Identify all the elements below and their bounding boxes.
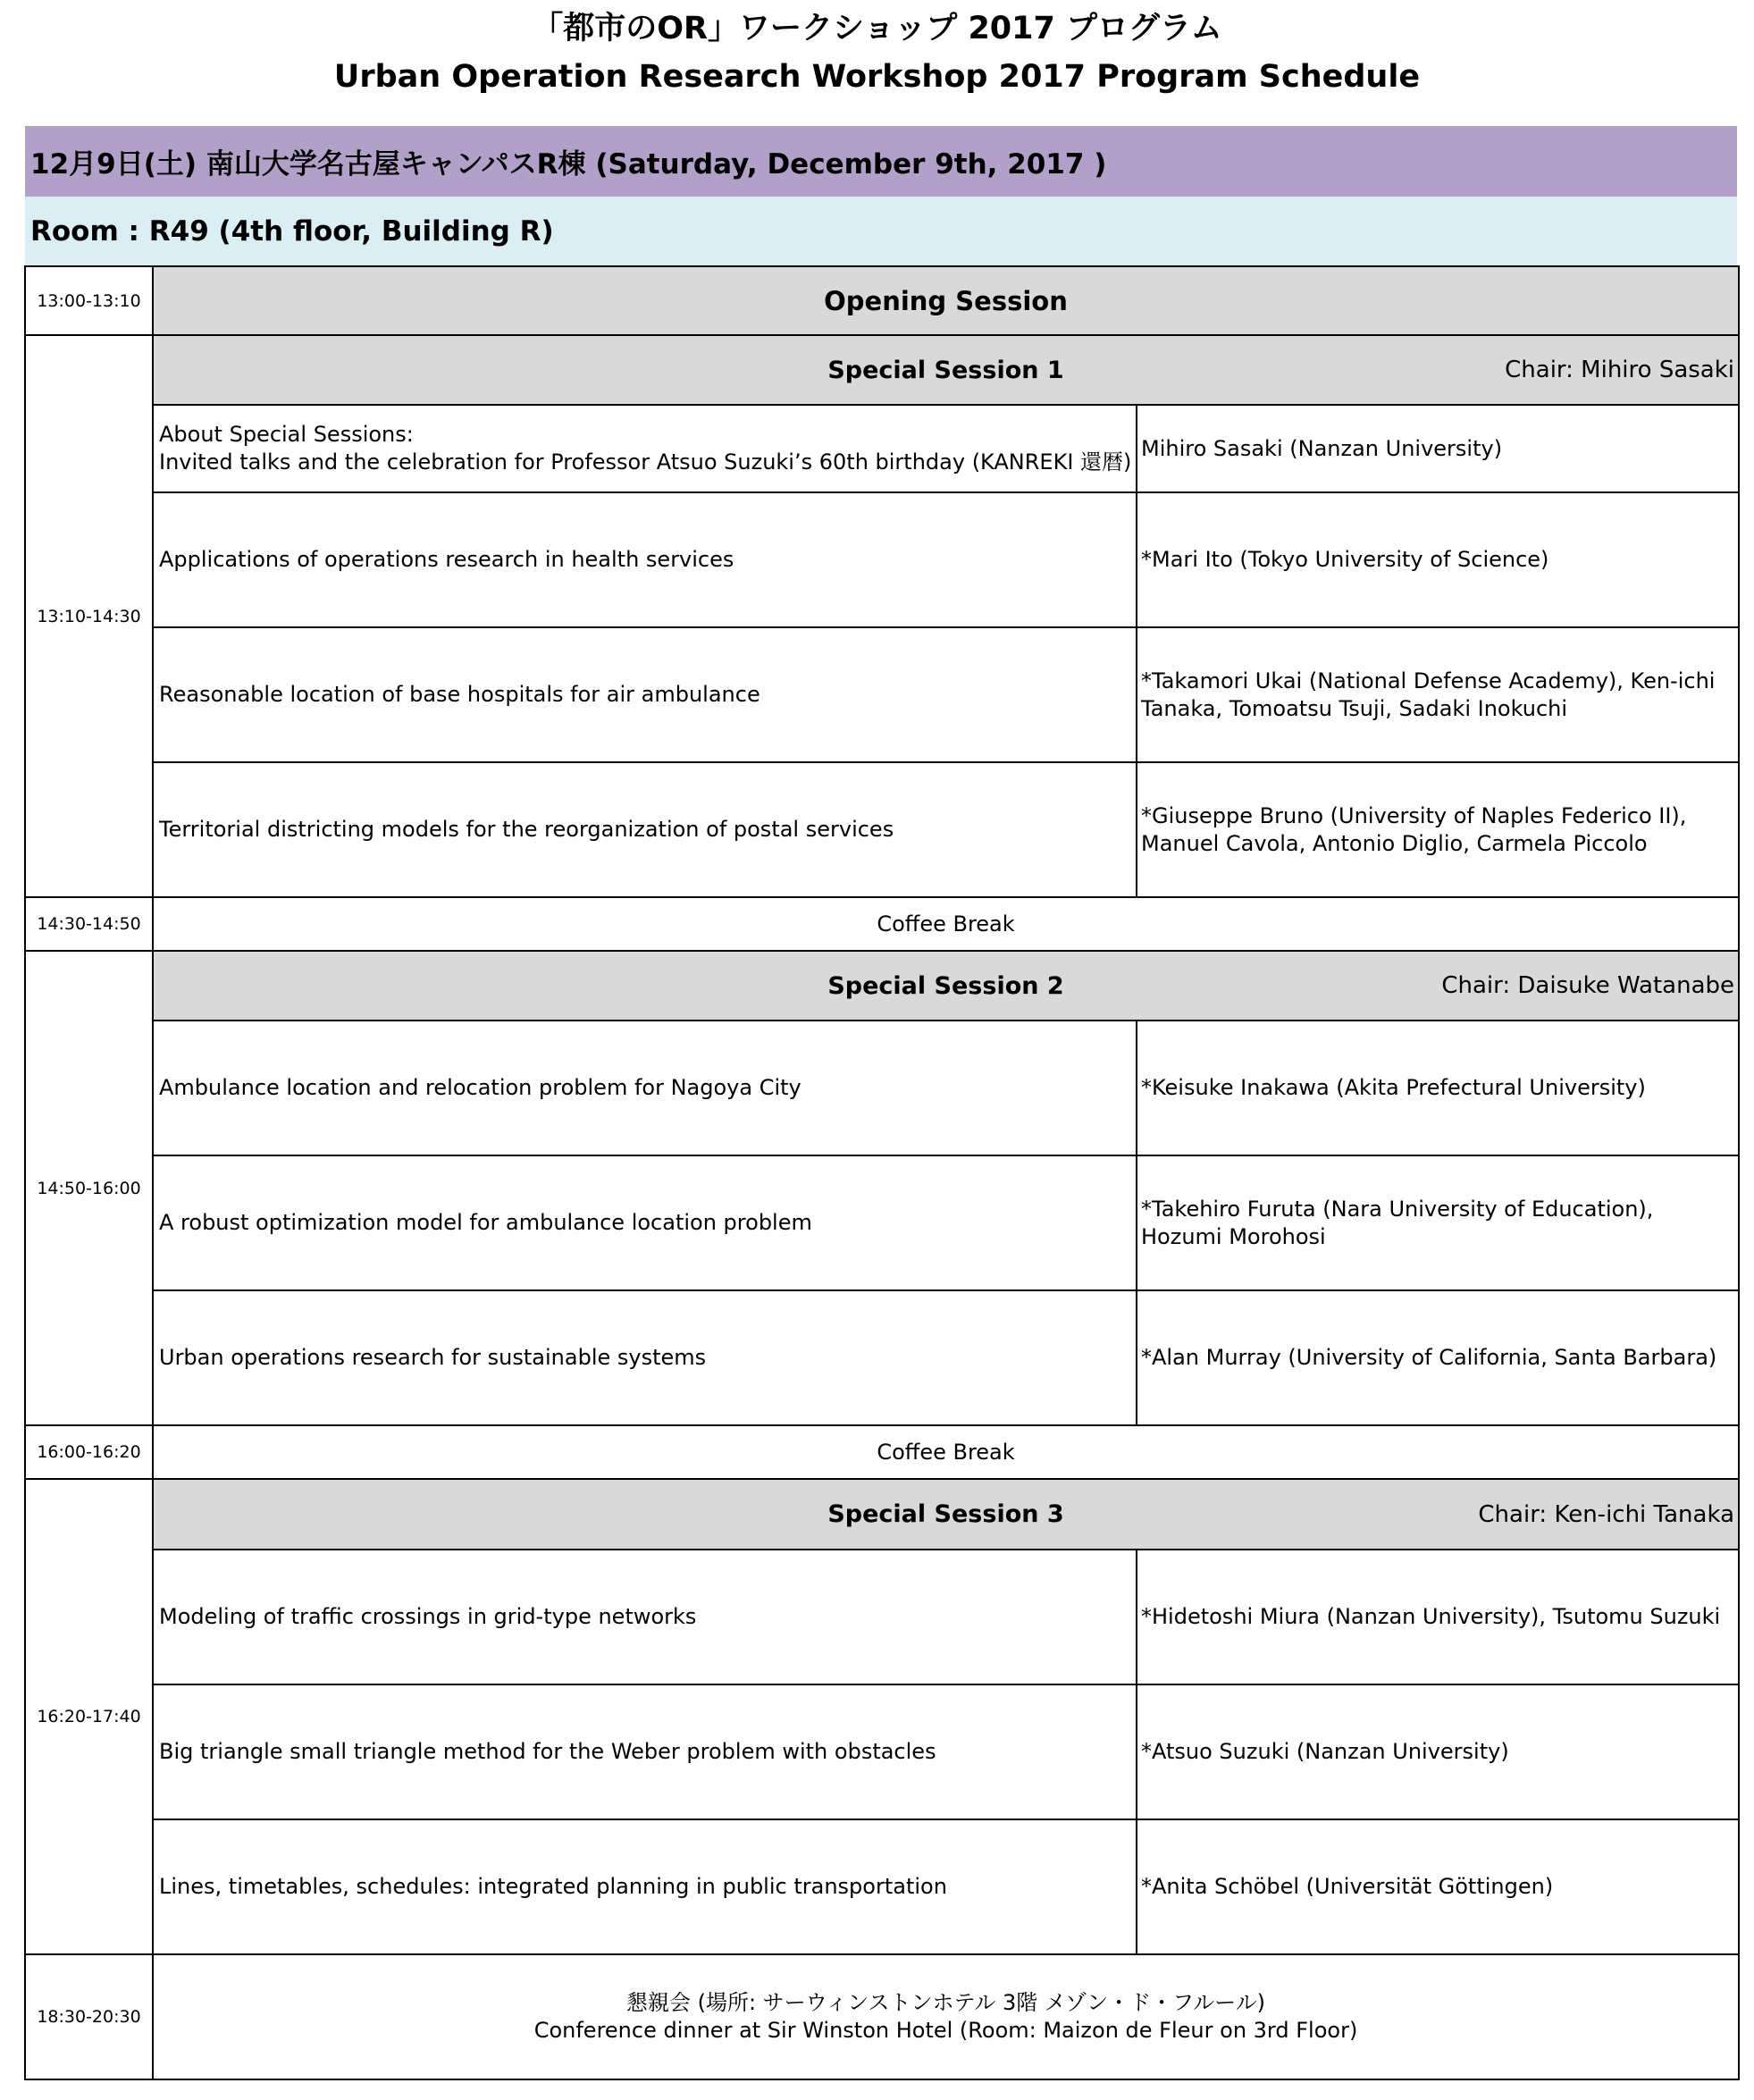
talk-title-line2: Invited talks and the celebration for Professor Atsuo Suzuki’s 60th birthday (KANREKI 還暦) xyxy=(159,449,1132,475)
session-header-cell xyxy=(153,951,1739,1021)
session-chair: Chair: Mihiro Sasaki xyxy=(1505,357,1735,383)
coffee-break-cell: Coffee Break xyxy=(153,1425,1739,1479)
time-cell: 13:10-14:30 xyxy=(25,335,153,897)
session-title: Special Session 1 xyxy=(827,356,1064,384)
session-title: Special Session 3 xyxy=(827,1500,1064,1528)
talk-title: Big triangle small triangle method for the Weber problem with obstacles xyxy=(153,1684,1137,1819)
talk-title xyxy=(153,405,1137,492)
talk-speakers: *Atsuo Suzuki (Nanzan University) xyxy=(1137,1684,1739,1819)
talk-speakers: *Giuseppe Bruno (University of Naples Federico II), Manuel Cavola, Antonio Diglio, Carmela Piccolo xyxy=(1137,762,1739,897)
dinner-japanese: 懇親会 (場所: サーウィンストンホテル 3階 メゾン・ド・フルール) xyxy=(625,1990,1266,2015)
talk-row xyxy=(25,405,1739,492)
talk-title: Urban operations research for sustainable systems xyxy=(153,1290,1137,1425)
session-header-row xyxy=(25,335,1739,405)
title-japanese: 「都市のOR」ワークショップ 2017 プログラム xyxy=(532,11,1222,46)
talk-row xyxy=(25,1290,1739,1425)
talk-row xyxy=(25,627,1739,762)
talk-title: Applications of operations research in health services xyxy=(153,492,1137,627)
talk-speakers: *Keisuke Inakawa (Akita Prefectural University) xyxy=(1137,1021,1739,1155)
coffee-break-row xyxy=(25,897,1739,951)
time-cell: 16:20-17:40 xyxy=(25,1479,153,1954)
date-venue-text: 12月9日(土) 南山大学名古屋キャンパスR棟 (Saturday, December 9th, 2017 ) xyxy=(30,148,1107,181)
room-banner xyxy=(25,197,1737,265)
opening-session-cell: Opening Session xyxy=(153,266,1739,335)
coffee-break-cell: Coffee Break xyxy=(153,897,1739,951)
schedule-table xyxy=(24,265,1740,2080)
talk-row xyxy=(25,1684,1739,1819)
opening-row xyxy=(25,266,1739,335)
time-cell: 13:00-13:10 xyxy=(25,266,153,335)
talk-speakers: *Takehiro Furuta (Nara University of Education), Hozumi Morohosi xyxy=(1137,1155,1739,1290)
talk-row xyxy=(25,1155,1739,1290)
session-header-cell xyxy=(153,1479,1739,1550)
session-chair: Chair: Ken-ichi Tanaka xyxy=(1478,1500,1735,1528)
talk-speakers: *Anita Schöbel (Universität Göttingen) xyxy=(1137,1819,1739,1954)
session-header-row xyxy=(25,1479,1739,1550)
talk-title-line1: About Special Sessions: xyxy=(159,422,414,447)
talk-row xyxy=(25,1021,1739,1155)
dinner-cell xyxy=(153,1954,1739,2079)
date-venue-banner xyxy=(25,126,1737,197)
session-chair: Chair: Daisuke Watanabe xyxy=(1441,972,1735,999)
talk-speakers: *Hidetoshi Miura (Nanzan University), Tsutomu Suzuki xyxy=(1137,1550,1739,1684)
session-header-row xyxy=(25,951,1739,1021)
talk-speakers: *Takamori Ukai (National Defense Academy), Ken-ichi Tanaka, Tomoatsu Tsuji, Sadaki Inokuchi xyxy=(1137,627,1739,762)
session-header-cell xyxy=(153,335,1739,405)
dinner-row xyxy=(25,1954,1739,2079)
time-cell: 14:50-16:00 xyxy=(25,951,153,1425)
title-english: Urban Operation Research Workshop 2017 Program Schedule xyxy=(333,59,1421,95)
talk-title: Modeling of traffic crossings in grid-type networks xyxy=(153,1550,1137,1684)
talk-row xyxy=(25,1819,1739,1954)
talk-speakers: *Mari Ito (Tokyo University of Science) xyxy=(1137,492,1739,627)
talk-title: A robust optimization model for ambulance location problem xyxy=(153,1155,1137,1290)
talk-row xyxy=(25,1550,1739,1684)
session-title: Special Session 2 xyxy=(827,971,1064,1000)
time-cell: 14:30-14:50 xyxy=(25,897,153,951)
time-cell: 18:30-20:30 xyxy=(25,1954,153,2079)
talk-row xyxy=(25,492,1739,627)
talk-speakers: *Alan Murray (University of California, Santa Barbara) xyxy=(1137,1290,1739,1425)
talk-title: Lines, timetables, schedules: integrated planning in public transportation xyxy=(153,1819,1137,1954)
talk-row xyxy=(25,762,1739,897)
room-text: Room : R49 (4th floor, Building R) xyxy=(30,214,554,248)
talk-title: Ambulance location and relocation problem for Nagoya City xyxy=(153,1021,1137,1155)
talk-speakers: Mihiro Sasaki (Nanzan University) xyxy=(1137,405,1739,492)
time-cell: 16:00-16:20 xyxy=(25,1425,153,1479)
coffee-break-row xyxy=(25,1425,1739,1479)
talk-title: Reasonable location of base hospitals for air ambulance xyxy=(153,627,1137,762)
talk-title: Territorial districting models for the reorganization of postal services xyxy=(153,762,1137,897)
dinner-english: Conference dinner at Sir Winston Hotel (Room: Maizon de Fleur on 3rd Floor) xyxy=(533,2018,1358,2043)
